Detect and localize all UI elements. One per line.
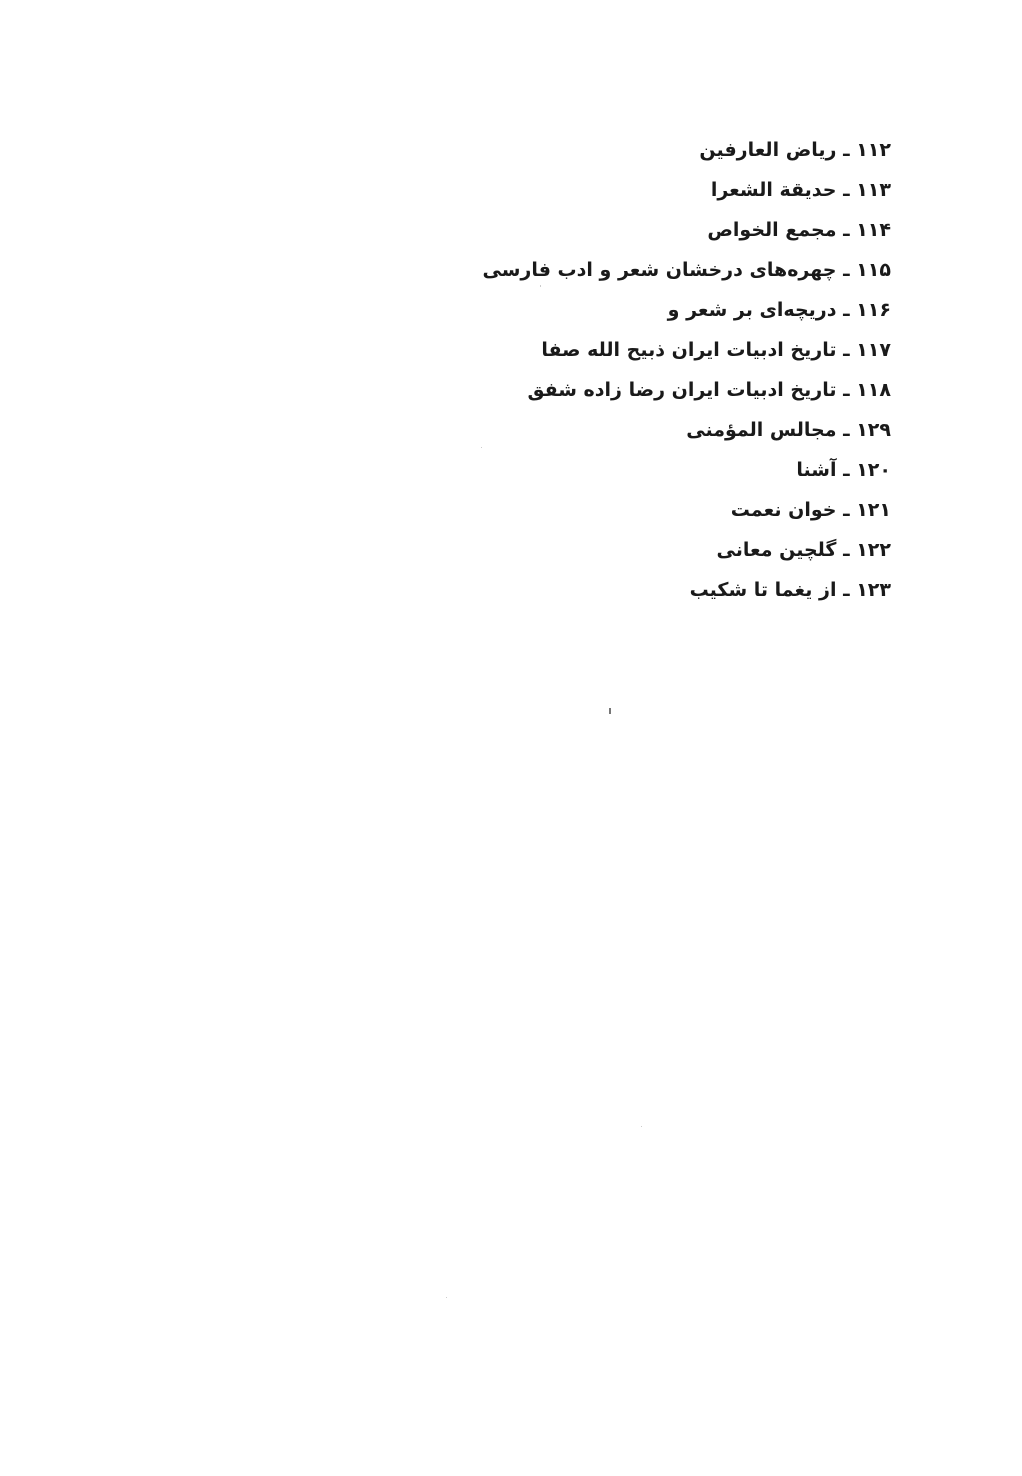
item-title: حدیقة الشعرا [710,179,837,201]
item-separator: ـ [836,579,857,601]
item-separator: ـ [836,219,857,241]
list-item [471,450,891,490]
item-title: دریچه‌ای بر شعر و [667,299,837,321]
list-item [471,330,891,370]
item-number: ۱۱۴ [856,219,891,241]
item-title: چهره‌های درخشان شعر و ادب فارسی [482,259,837,281]
item-title: از یغما تا شکیب [689,579,837,601]
list-item [471,410,891,450]
item-title: خوان نعمت [730,499,837,521]
item-title: آشنا [796,459,837,481]
list-item [471,490,891,530]
item-title: ریاض العارفین [699,139,837,161]
item-separator: ـ [836,179,857,201]
item-separator: ـ [836,499,857,521]
item-title: تاریخ ادبیات ایران ذبیح الله صفا [541,339,837,361]
item-separator: ـ [836,539,857,561]
item-separator: ـ [836,379,857,401]
list-item [471,370,891,410]
item-number: ۱۲۱ [856,499,891,521]
scan-speck [446,1297,447,1298]
item-separator: ـ [836,259,857,281]
item-number: ۱۱۸ [856,379,891,401]
item-title: تاریخ ادبیات ایران رضا زاده شفق [527,379,837,401]
item-separator: ـ [836,459,857,481]
list-item [471,290,891,330]
bibliography-list [471,130,891,610]
item-title: مجالس المؤمنی [686,419,837,441]
scan-speck [481,447,482,448]
list-item [471,130,891,170]
scan-speck [609,708,611,714]
item-number: ۱۲۹ [856,419,891,441]
item-title: گلچین معانی [716,539,837,561]
item-number: ۱۱۵ [856,259,891,281]
item-number: ۱۱۶ [856,299,891,321]
scan-speck [540,285,541,287]
list-item [471,210,891,250]
scan-speck [641,1126,642,1127]
item-number: ۱۱۳ [856,179,891,201]
list-item [471,250,891,290]
item-title: مجمع الخواص [707,219,837,241]
item-number: ۱۲۲ [856,539,891,561]
item-number: ۱۱۲ [856,139,891,161]
item-number: ۱۱۷ [856,339,891,361]
list-item [471,530,891,570]
list-item [471,570,891,610]
list-item [471,170,891,210]
item-number: ۱۲۳ [856,579,891,601]
item-separator: ـ [836,299,857,321]
item-separator: ـ [836,419,857,441]
item-separator: ـ [836,339,857,361]
item-separator: ـ [836,139,857,161]
item-number: ۱۲۰ [856,459,891,481]
